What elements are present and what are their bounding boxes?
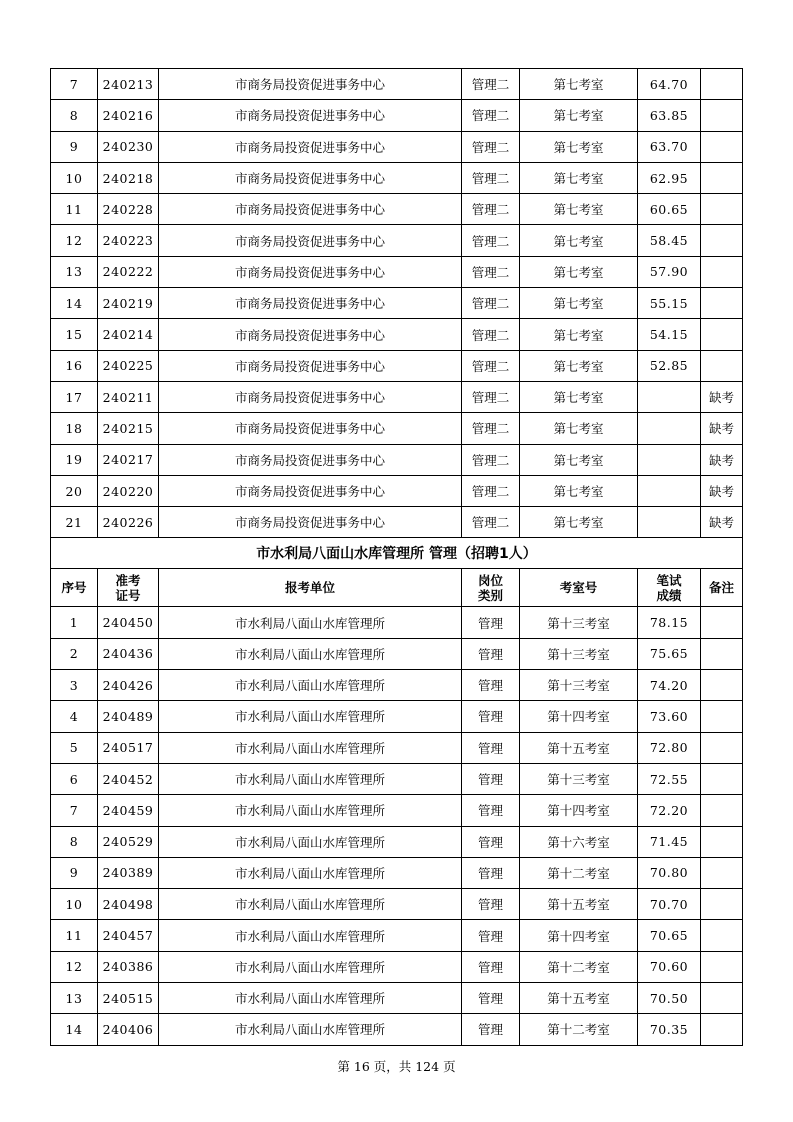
header-row [51,569,743,607]
cell-room: 第七考室 [520,475,638,506]
header-unit: 报考单位 [159,569,462,607]
cell-room: 第十四考室 [520,701,638,732]
cell-room: 第七考室 [520,413,638,444]
cell-note [701,225,743,256]
cell-score: 78.15 [638,607,701,638]
cell-id: 240214 [98,319,159,350]
cell-no: 2 [51,638,98,669]
header-no: 序号 [51,569,98,607]
cell-unit: 市商务局投资促进事务中心 [159,288,462,319]
cell-score: 71.45 [638,826,701,857]
cell-id: 240228 [98,194,159,225]
cell-id: 240216 [98,100,159,131]
cell-score: 72.80 [638,732,701,763]
cell-unit: 市水利局八面山水库管理所 [159,920,462,951]
table-row [51,763,743,794]
cell-unit: 市商务局投资促进事务中心 [159,507,462,538]
cell-id: 240457 [98,920,159,951]
header-note: 备注 [701,569,743,607]
cell-room: 第十五考室 [520,983,638,1014]
header-id: 准考 证号 [98,569,159,607]
cell-no: 12 [51,951,98,982]
cell-note [701,889,743,920]
table-row [51,920,743,951]
results-table [50,68,743,1046]
table-row [51,507,743,538]
cell-note [701,162,743,193]
cell-score: 57.90 [638,256,701,287]
cell-type: 管理二 [462,475,520,506]
table-row [51,100,743,131]
cell-note [701,131,743,162]
cell-note [701,983,743,1014]
cell-room: 第十三考室 [520,763,638,794]
table-row [51,256,743,287]
cell-no: 18 [51,413,98,444]
cell-unit: 市商务局投资促进事务中心 [159,475,462,506]
cell-unit: 市水利局八面山水库管理所 [159,983,462,1014]
cell-unit: 市商务局投资促进事务中心 [159,162,462,193]
cell-note: 缺考 [701,475,743,506]
table-row [51,1014,743,1045]
cell-room: 第十四考室 [520,795,638,826]
table-row [51,162,743,193]
cell-room: 第十五考室 [520,732,638,763]
cell-unit: 市商务局投资促进事务中心 [159,319,462,350]
table-row [51,225,743,256]
cell-id: 240489 [98,701,159,732]
cell-note [701,1014,743,1045]
cell-note [701,100,743,131]
cell-score: 75.65 [638,638,701,669]
cell-id: 240218 [98,162,159,193]
cell-no: 17 [51,381,98,412]
cell-unit: 市水利局八面山水库管理所 [159,951,462,982]
cell-id: 240230 [98,131,159,162]
cell-id: 240219 [98,288,159,319]
cell-unit: 市水利局八面山水库管理所 [159,1014,462,1045]
cell-type: 管理 [462,701,520,732]
cell-note: 缺考 [701,381,743,412]
cell-score: 60.65 [638,194,701,225]
cell-note [701,732,743,763]
table-row [51,350,743,381]
cell-id: 240450 [98,607,159,638]
cell-unit: 市商务局投资促进事务中心 [159,225,462,256]
cell-note: 缺考 [701,444,743,475]
header-type: 岗位 类别 [462,569,520,607]
cell-no: 6 [51,763,98,794]
cell-no: 16 [51,350,98,381]
cell-type: 管理二 [462,350,520,381]
cell-type: 管理 [462,732,520,763]
cell-note [701,607,743,638]
cell-room: 第七考室 [520,69,638,100]
cell-id: 240220 [98,475,159,506]
cell-room: 第七考室 [520,288,638,319]
cell-note [701,857,743,888]
cell-type: 管理二 [462,225,520,256]
cell-unit: 市水利局八面山水库管理所 [159,638,462,669]
table-row [51,413,743,444]
cell-no: 21 [51,507,98,538]
cell-id: 240211 [98,381,159,412]
cell-room: 第十二考室 [520,1014,638,1045]
cell-unit: 市商务局投资促进事务中心 [159,381,462,412]
cell-unit: 市水利局八面山水库管理所 [159,795,462,826]
cell-room: 第七考室 [520,256,638,287]
cell-type: 管理 [462,857,520,888]
cell-unit: 市水利局八面山水库管理所 [159,857,462,888]
table-row [51,701,743,732]
cell-note [701,920,743,951]
cell-score: 73.60 [638,701,701,732]
cell-unit: 市商务局投资促进事务中心 [159,413,462,444]
cell-type: 管理二 [462,288,520,319]
cell-id: 240223 [98,225,159,256]
table-row [51,732,743,763]
cell-no: 3 [51,670,98,701]
cell-id: 240426 [98,670,159,701]
cell-score: 63.85 [638,100,701,131]
table-row [51,194,743,225]
cell-no: 11 [51,920,98,951]
cell-score: 72.55 [638,763,701,794]
table-row [51,795,743,826]
cell-no: 11 [51,194,98,225]
cell-room: 第七考室 [520,319,638,350]
cell-score [638,507,701,538]
cell-no: 12 [51,225,98,256]
table-row [51,607,743,638]
cell-type: 管理 [462,889,520,920]
cell-type: 管理二 [462,381,520,412]
cell-no: 9 [51,131,98,162]
table-row [51,857,743,888]
cell-room: 第十三考室 [520,638,638,669]
bottom-section-rows [51,607,743,1045]
cell-note [701,826,743,857]
cell-room: 第七考室 [520,381,638,412]
cell-score: 70.50 [638,983,701,1014]
cell-score [638,381,701,412]
cell-no: 15 [51,319,98,350]
cell-room: 第十五考室 [520,889,638,920]
cell-unit: 市水利局八面山水库管理所 [159,701,462,732]
cell-room: 第十二考室 [520,951,638,982]
cell-score: 58.45 [638,225,701,256]
cell-room: 第七考室 [520,162,638,193]
cell-note [701,763,743,794]
cell-note [701,256,743,287]
table-row [51,670,743,701]
cell-no: 19 [51,444,98,475]
cell-type: 管理 [462,826,520,857]
table-row [51,288,743,319]
cell-no: 8 [51,100,98,131]
cell-id: 240515 [98,983,159,1014]
cell-no: 14 [51,1014,98,1045]
cell-id: 240217 [98,444,159,475]
cell-note: 缺考 [701,413,743,444]
cell-type: 管理二 [462,507,520,538]
cell-unit: 市商务局投资促进事务中心 [159,69,462,100]
cell-room: 第十六考室 [520,826,638,857]
cell-id: 240517 [98,732,159,763]
cell-room: 第七考室 [520,194,638,225]
cell-room: 第七考室 [520,131,638,162]
cell-score: 74.20 [638,670,701,701]
cell-score: 55.15 [638,288,701,319]
cell-note [701,69,743,100]
cell-no: 4 [51,701,98,732]
cell-score: 70.60 [638,951,701,982]
table-row [51,638,743,669]
cell-type: 管理 [462,920,520,951]
table-row [51,889,743,920]
cell-no: 7 [51,69,98,100]
table-row [51,826,743,857]
table-row [51,444,743,475]
cell-room: 第十三考室 [520,670,638,701]
cell-note [701,670,743,701]
cell-no: 14 [51,288,98,319]
cell-note [701,701,743,732]
bottom-section-head [51,538,743,607]
cell-score: 70.80 [638,857,701,888]
cell-score: 70.70 [638,889,701,920]
cell-unit: 市商务局投资促进事务中心 [159,131,462,162]
cell-note [701,951,743,982]
cell-unit: 市商务局投资促进事务中心 [159,100,462,131]
cell-score: 62.95 [638,162,701,193]
cell-score: 52.85 [638,350,701,381]
cell-type: 管理 [462,983,520,1014]
cell-room: 第十四考室 [520,920,638,951]
header-room: 考室号 [520,569,638,607]
cell-id: 240498 [98,889,159,920]
table-row [51,319,743,350]
cell-no: 10 [51,162,98,193]
cell-unit: 市水利局八面山水库管理所 [159,763,462,794]
page-number: 第 16 页，共 124 页 [337,1059,456,1074]
cell-note [701,319,743,350]
cell-score [638,444,701,475]
cell-type: 管理二 [462,413,520,444]
cell-type: 管理 [462,670,520,701]
table-row [51,69,743,100]
cell-room: 第七考室 [520,507,638,538]
cell-type: 管理 [462,795,520,826]
cell-id: 240225 [98,350,159,381]
cell-score: 64.70 [638,69,701,100]
cell-id: 240406 [98,1014,159,1045]
cell-room: 第十二考室 [520,857,638,888]
cell-note [701,194,743,225]
table-row [51,131,743,162]
cell-no: 10 [51,889,98,920]
cell-room: 第七考室 [520,444,638,475]
cell-type: 管理二 [462,100,520,131]
cell-unit: 市水利局八面山水库管理所 [159,889,462,920]
table-row [51,951,743,982]
cell-type: 管理 [462,607,520,638]
cell-score [638,475,701,506]
cell-score: 70.65 [638,920,701,951]
cell-id: 240452 [98,763,159,794]
cell-note: 缺考 [701,507,743,538]
cell-score [638,413,701,444]
cell-type: 管理二 [462,194,520,225]
cell-no: 9 [51,857,98,888]
cell-type: 管理二 [462,319,520,350]
cell-no: 5 [51,732,98,763]
cell-unit: 市商务局投资促进事务中心 [159,444,462,475]
cell-type: 管理二 [462,69,520,100]
cell-room: 第七考室 [520,225,638,256]
cell-type: 管理二 [462,162,520,193]
cell-type: 管理 [462,1014,520,1045]
cell-id: 240459 [98,795,159,826]
cell-room: 第十三考室 [520,607,638,638]
cell-type: 管理 [462,951,520,982]
cell-no: 1 [51,607,98,638]
cell-id: 240386 [98,951,159,982]
cell-type: 管理 [462,638,520,669]
cell-no: 7 [51,795,98,826]
cell-id: 240226 [98,507,159,538]
cell-note [701,638,743,669]
cell-no: 20 [51,475,98,506]
cell-type: 管理二 [462,131,520,162]
cell-type: 管理 [462,763,520,794]
cell-unit: 市商务局投资促进事务中心 [159,350,462,381]
table-row [51,381,743,412]
cell-score: 54.15 [638,319,701,350]
cell-type: 管理二 [462,256,520,287]
cell-no: 8 [51,826,98,857]
cell-unit: 市商务局投资促进事务中心 [159,194,462,225]
cell-unit: 市水利局八面山水库管理所 [159,826,462,857]
cell-score: 72.20 [638,795,701,826]
cell-note [701,795,743,826]
cell-no: 13 [51,256,98,287]
section-title: 市水利局八面山水库管理所 管理（招聘1人） [51,538,743,569]
cell-no: 13 [51,983,98,1014]
cell-type: 管理二 [462,444,520,475]
cell-id: 240215 [98,413,159,444]
cell-score: 63.70 [638,131,701,162]
table-row [51,983,743,1014]
cell-room: 第七考室 [520,100,638,131]
top-section-rows [51,69,743,538]
cell-note [701,288,743,319]
header-score: 笔试 成绩 [638,569,701,607]
cell-room: 第七考室 [520,350,638,381]
cell-id: 240213 [98,69,159,100]
table-row [51,475,743,506]
cell-note [701,350,743,381]
cell-unit: 市水利局八面山水库管理所 [159,732,462,763]
cell-id: 240529 [98,826,159,857]
cell-score: 70.35 [638,1014,701,1045]
cell-id: 240436 [98,638,159,669]
cell-unit: 市水利局八面山水库管理所 [159,670,462,701]
cell-unit: 市商务局投资促进事务中心 [159,256,462,287]
cell-id: 240222 [98,256,159,287]
cell-unit: 市水利局八面山水库管理所 [159,607,462,638]
cell-id: 240389 [98,857,159,888]
